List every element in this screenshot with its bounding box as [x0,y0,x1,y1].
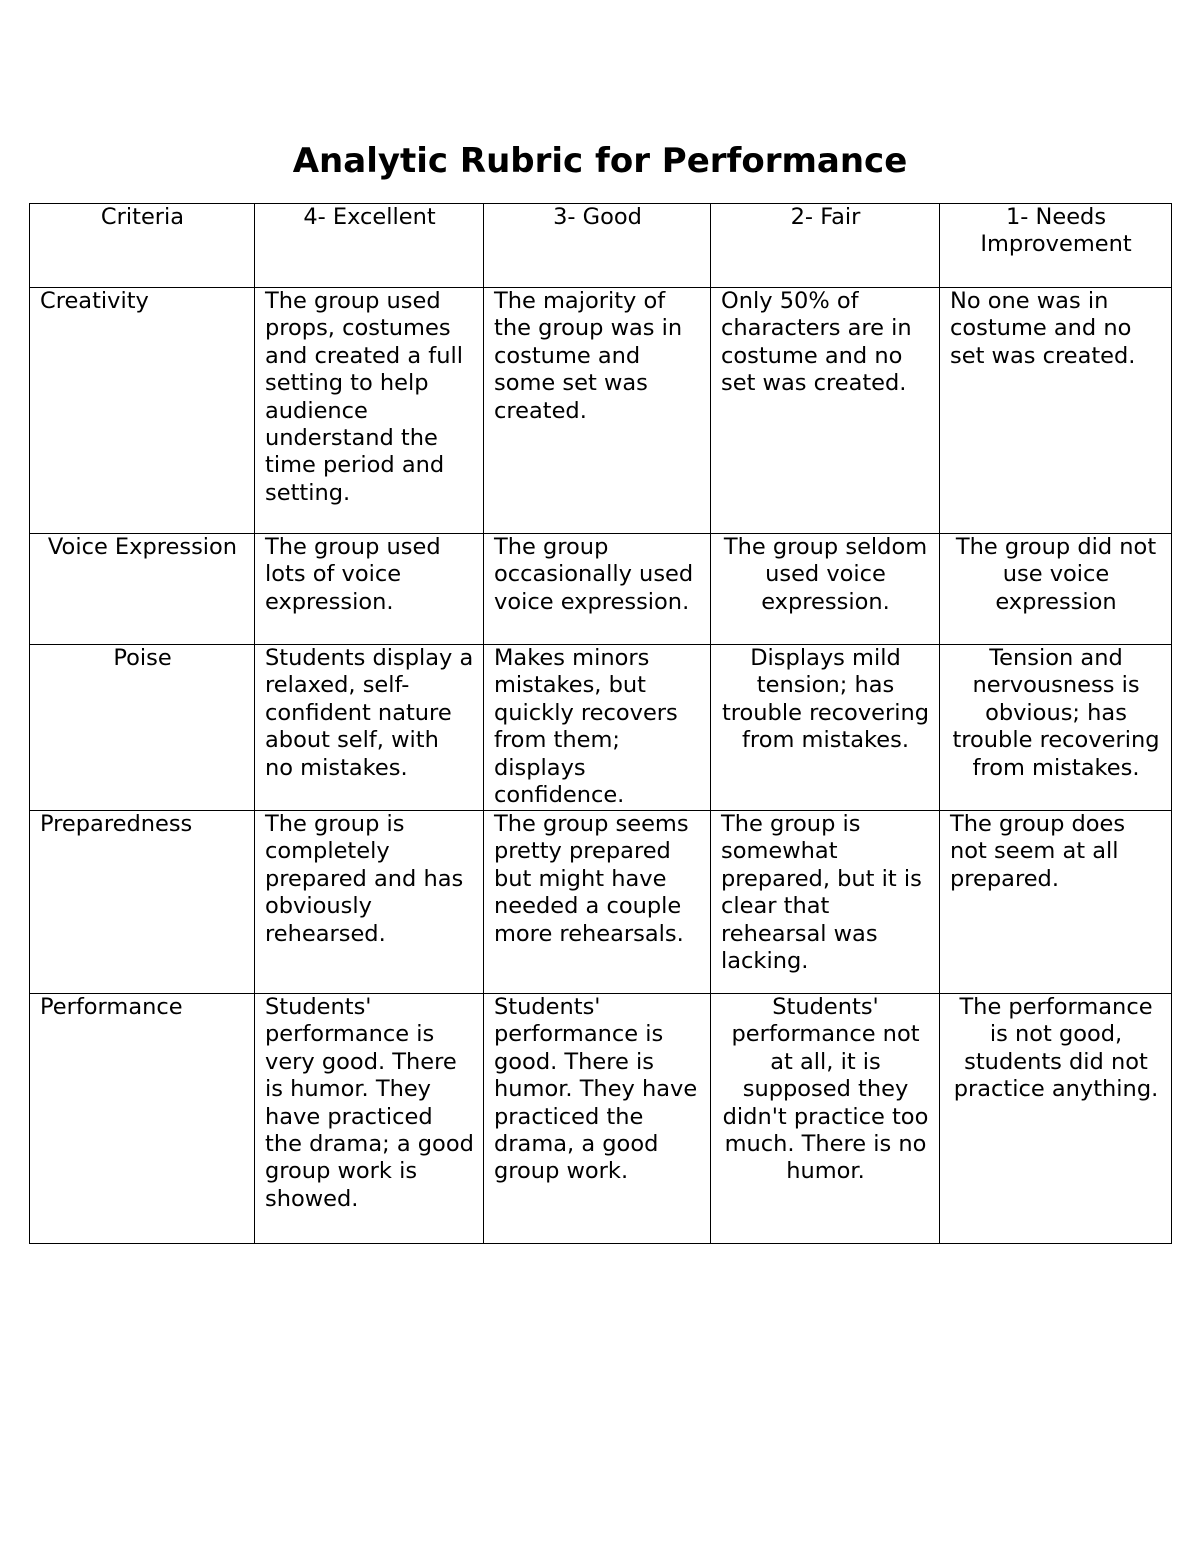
rubric-cell: Students' performance is very good. There is humor. They have practiced the drama; a good group work is showed. [255,994,484,1244]
rubric-cell: The group seems pretty prepared but might have needed a couple more rehearsals. [484,811,711,994]
rubric-cell: The group seldom used voice expression. [711,534,940,645]
table-row [30,811,1172,994]
rubric-cell: Students display a relaxed, self-confident nature about self, with no mistakes. [255,645,484,811]
rubric-cell: The group does not seem at all prepared. [940,811,1172,994]
table-row [30,534,1172,645]
rubric-cell: Only 50% of characters are in costume and no set was created. [711,288,940,534]
header-excellent: 4- Excellent [255,204,484,288]
rubric-cell: The group did not use voice expression [940,534,1172,645]
criteria-cell: Performance [30,994,255,1244]
page-title: Analytic Rubric for Performance [292,141,908,181]
rubric-cell: Students' performance is good. There is humor. They have practiced the drama, a good group work. [484,994,711,1244]
rubric-cell: Makes minors mistakes, but quickly recovers from them; displays confidence. [484,645,711,811]
rubric-cell: Tension and nervousness is obvious; has trouble recovering from mistakes. [940,645,1172,811]
rubric-cell: The group is somewhat prepared, but it is clear that rehearsal was lacking. [711,811,940,994]
rubric-cell: The performance is not good, students did not practice anything. [940,994,1172,1244]
criteria-cell: Voice Expression [30,534,255,645]
header-good: 3- Good [484,204,711,288]
rubric-cell: The group is completely prepared and has obviously rehearsed. [255,811,484,994]
table-row [30,994,1172,1244]
rubric-cell: The group occasionally used voice expression. [484,534,711,645]
rubric-cell: The group used props, costumes and created a full setting to help audience understand the time period and setting. [255,288,484,534]
rubric-cell: The majority of the group was in costume and some set was created. [484,288,711,534]
rubric-cell: The group used lots of voice expression. [255,534,484,645]
header-criteria: Criteria [30,204,255,288]
rubric-table [29,203,1172,1244]
header-fair: 2- Fair [711,204,940,288]
table-header-row [30,204,1172,288]
rubric-cell: Displays mild tension; has trouble recovering from mistakes. [711,645,940,811]
table-row [30,288,1172,534]
criteria-cell: Preparedness [30,811,255,994]
table-row [30,645,1172,811]
rubric-cell: No one was in costume and no set was created. [940,288,1172,534]
criteria-cell: Creativity [30,288,255,534]
criteria-cell: Poise [30,645,255,811]
rubric-cell: Students' performance not at all, it is supposed they didn't practice too much. There is no humor. [711,994,940,1244]
header-needs-improvement: 1- Needs Improvement [940,204,1172,288]
